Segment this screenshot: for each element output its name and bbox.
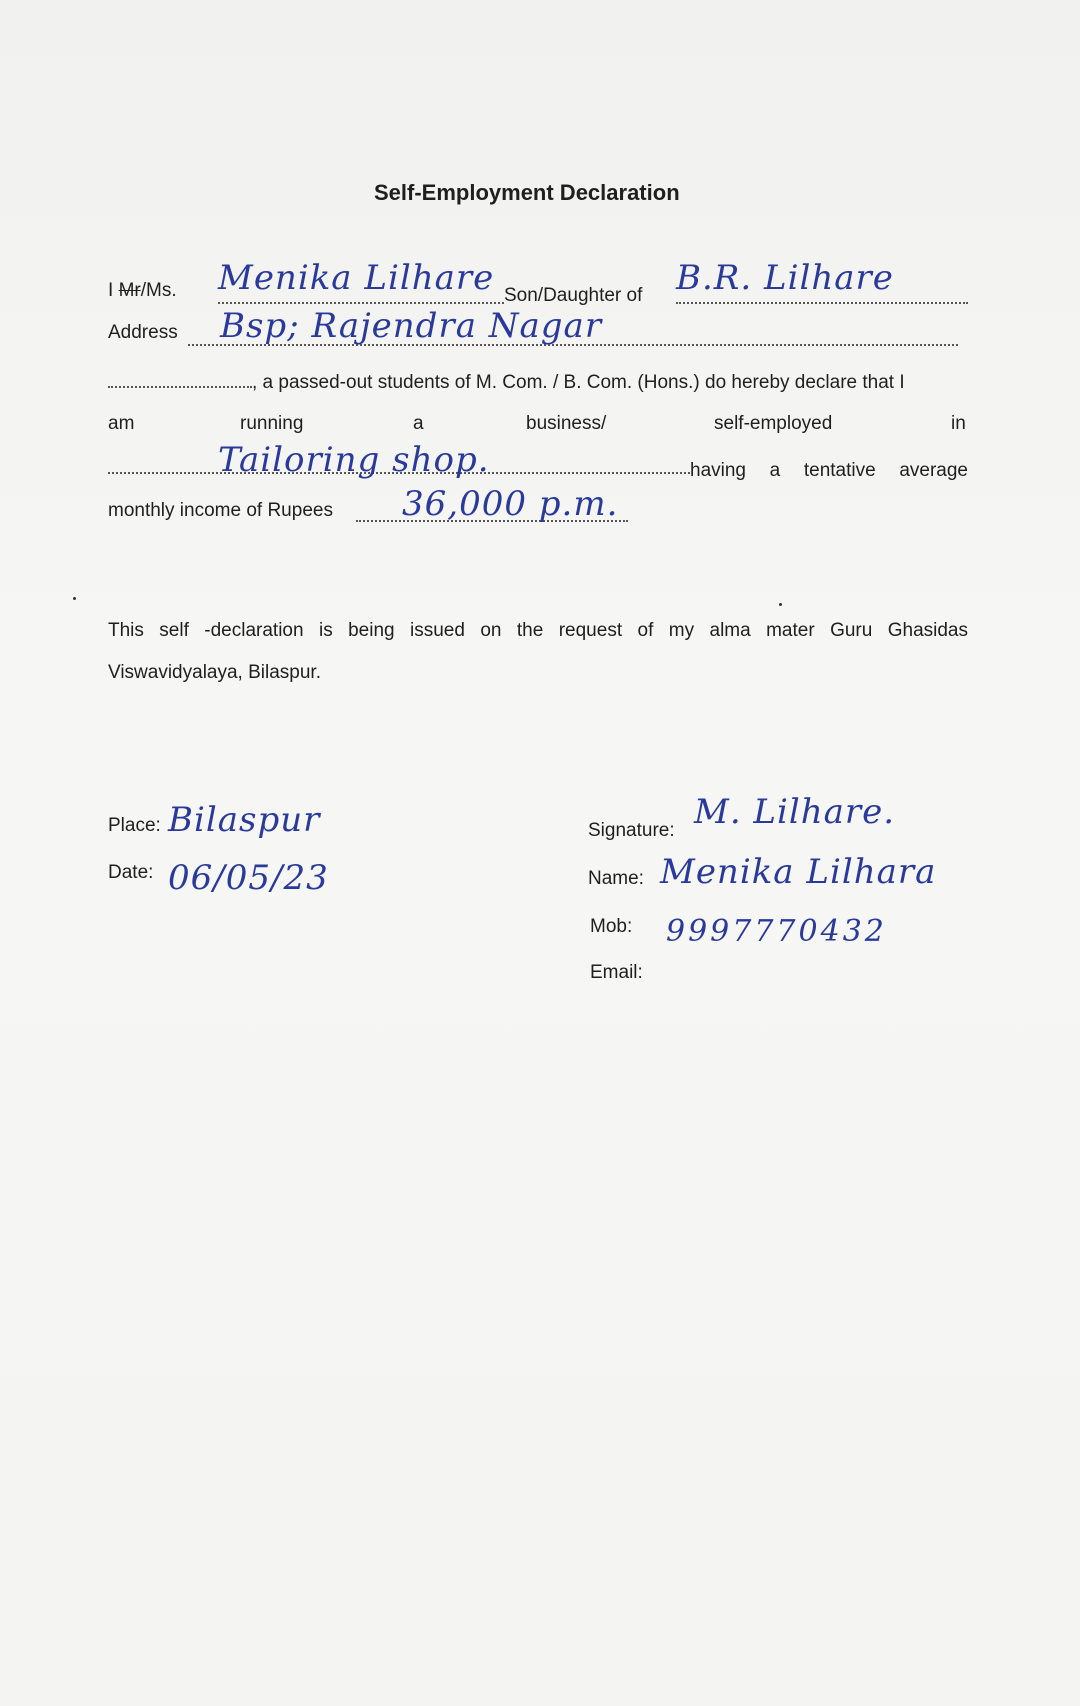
handwritten-footer-name: Menika Lilhara xyxy=(660,852,937,892)
name-label: Name: xyxy=(588,868,644,889)
prefix-i: I xyxy=(108,280,114,301)
line3-dotted-line xyxy=(108,386,252,388)
name-dotted-line xyxy=(218,302,504,304)
word-self-employed: self-employed xyxy=(714,413,833,434)
handwritten-name: Menika Lilhare xyxy=(218,258,495,298)
place-label: Place: xyxy=(108,815,161,836)
parent-dotted-line xyxy=(676,302,968,304)
handwritten-income: 36,000 p.m. xyxy=(402,484,619,524)
mr-struck: Mr xyxy=(118,280,141,301)
handwritten-place: Bilaspur xyxy=(168,800,321,840)
tentative-average-text: having a tentative average xyxy=(690,460,968,481)
handwritten-signature: M. Lilhare. xyxy=(694,792,896,832)
handwritten-address: Bsp; Rajendra Nagar xyxy=(220,306,603,346)
page-title: Self-Employment Declaration xyxy=(374,180,680,205)
son-daughter-label: Son/Daughter of xyxy=(504,285,643,306)
handwritten-mobile: 9997770432 xyxy=(666,914,887,949)
word-in: in xyxy=(951,413,966,434)
date-label: Date: xyxy=(108,862,154,883)
word-am: am xyxy=(108,413,135,434)
declaration-purpose-line2: Viswavidyalaya, Bilaspur. xyxy=(108,662,321,683)
monthly-income-label: monthly income of Rupees xyxy=(108,500,333,521)
passed-out-statement: , a passed-out students of M. Com. / B. Com. (Hons.) do hereby declare that I xyxy=(252,372,905,393)
email-label: Email: xyxy=(590,962,643,983)
word-a: a xyxy=(413,413,424,434)
handwritten-parent-name: B.R. Lilhare xyxy=(676,258,894,298)
mob-label: Mob: xyxy=(590,916,633,937)
paper-speck xyxy=(73,597,76,600)
word-running: running xyxy=(240,413,304,434)
signature-label: Signature: xyxy=(588,820,675,841)
salutation-line xyxy=(108,280,177,302)
handwritten-business: Tailoring shop. xyxy=(218,440,490,480)
address-label: Address xyxy=(108,322,178,343)
paper-speck xyxy=(779,603,782,606)
handwritten-date: 06/05/23 xyxy=(168,858,329,898)
declaration-purpose-line1: This self -declaration is being issued on the request of my alma mater Guru Ghasidas xyxy=(108,620,968,641)
ms-text: /Ms. xyxy=(140,280,177,301)
word-business: business/ xyxy=(526,413,607,434)
